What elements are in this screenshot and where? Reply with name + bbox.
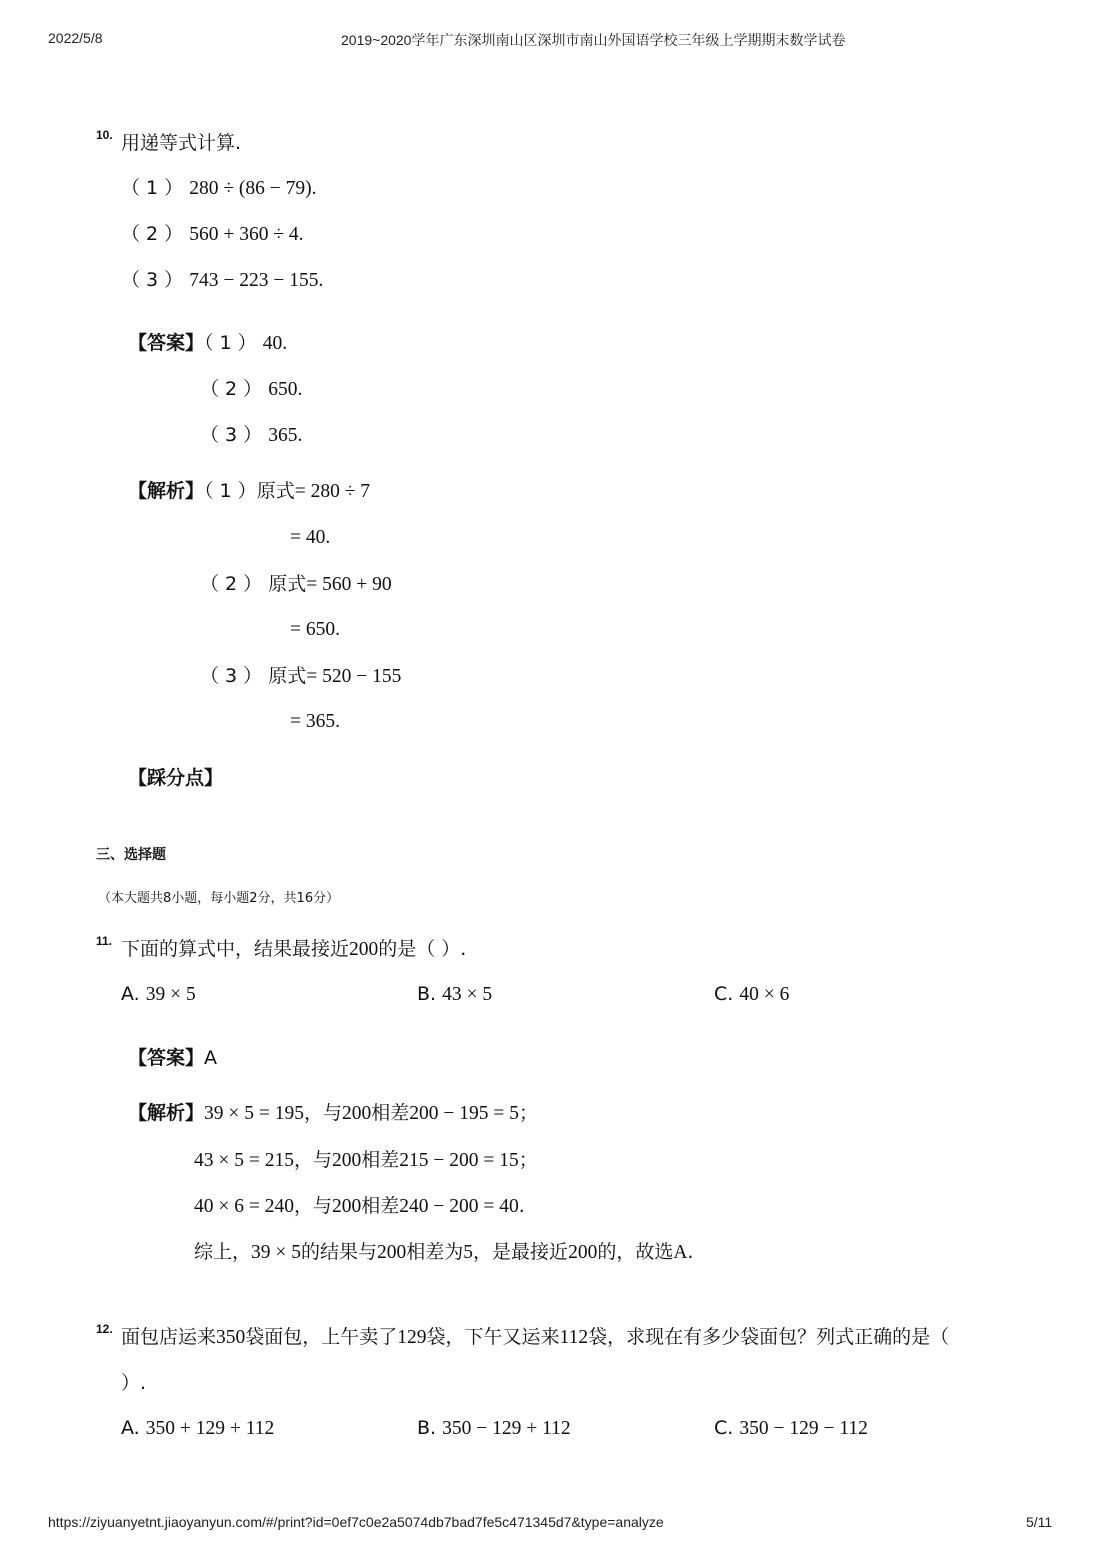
- stem-number: 129: [397, 1327, 427, 1348]
- analysis-text: 相差为: [406, 1241, 464, 1263]
- answer-line: [128, 331, 287, 356]
- answer-value: 650.: [268, 379, 303, 400]
- answer-label: （ 3 ）: [200, 424, 263, 446]
- answer-value: A: [204, 1047, 218, 1069]
- analysis-line: [194, 1194, 525, 1219]
- analysis-text: ，是最接近: [473, 1241, 569, 1263]
- page-url: https://ziyuanyetnt.jiaoyanyun.com/#/print?id=0ef7c0e2a5074db7bad7fe5c471345d7&type=analyze: [48, 1514, 664, 1530]
- analysis-tag: 【解析】: [128, 480, 205, 502]
- analysis-expression: 43 × 5 = 215: [194, 1150, 294, 1171]
- analysis-line: [200, 572, 392, 597]
- answer-label: （ 2 ）: [200, 378, 263, 400]
- question-number: 11.: [96, 934, 113, 948]
- analysis-expression: = 520 − 155: [306, 666, 402, 687]
- analysis-expression: 215 − 200 = 15: [399, 1150, 519, 1171]
- scoring-points-tag: 【踩分点】: [128, 767, 224, 789]
- option-a: [121, 982, 196, 1007]
- option-a: [121, 1416, 274, 1441]
- answer-value: 365.: [268, 425, 303, 446]
- analysis-expression: = 280 ÷ 7: [294, 481, 371, 502]
- stem-text: 袋面包，上午卖了: [245, 1326, 398, 1348]
- sub-question: [121, 222, 304, 247]
- analysis-line: [128, 1101, 538, 1126]
- page-number: 5/11: [1026, 1514, 1053, 1530]
- answer-value: 40.: [262, 333, 288, 354]
- answer-tag: 【答案】: [128, 332, 205, 354]
- option-expression: 350 + 129 + 112: [145, 1418, 275, 1439]
- analysis-text: 原式: [268, 665, 307, 687]
- sub-question-expression: 560 + 360 ÷ 4.: [189, 224, 304, 245]
- option-letter: B.: [417, 1417, 437, 1439]
- stem-text: 袋，下午又运来: [426, 1326, 560, 1348]
- document-title: 2019~2020学年广东深圳南山区深圳市南山外国语学校三年级上学期期末数学试卷: [341, 32, 846, 48]
- option-c: [714, 982, 789, 1007]
- analysis-text: 的，故选: [597, 1241, 674, 1263]
- option-letter: C.: [714, 983, 734, 1005]
- sub-question-expression: 280 ÷ (86 − 79).: [189, 178, 317, 199]
- analysis-letter: A: [673, 1242, 688, 1263]
- stem-number: 350: [216, 1327, 246, 1348]
- question-number: 10.: [96, 128, 113, 142]
- stem-text: 面包店运来: [121, 1326, 217, 1348]
- analysis-text: ，与: [294, 1195, 333, 1217]
- answer-line: [200, 377, 302, 402]
- stem-text: 下面的算式中，结果最接近: [121, 938, 350, 960]
- analysis-text: ，与: [294, 1149, 333, 1171]
- analysis-label: （ 3 ）: [200, 665, 263, 687]
- sub-question-label: （ 3 ）: [121, 269, 184, 291]
- option-b: [417, 1416, 571, 1441]
- analysis-expression: 240 − 200 = 40: [399, 1196, 519, 1217]
- sub-question-expression: 743 − 223 − 155.: [189, 270, 324, 291]
- print-date: 2022/5/8: [48, 30, 103, 46]
- analysis-line: [128, 479, 370, 504]
- analysis-line: [200, 664, 401, 689]
- analysis-line: = 365.: [290, 711, 340, 732]
- analysis-text: 原式: [256, 480, 295, 502]
- option-expression: 39 × 5: [145, 984, 196, 1005]
- analysis-text: 综上，: [194, 1241, 252, 1263]
- analysis-text: 原式: [268, 573, 307, 595]
- analysis-number: 5: [463, 1242, 474, 1263]
- answer-label: （ 1 ）: [204, 332, 257, 354]
- analysis-expression: 40 × 6 = 240: [194, 1196, 294, 1217]
- analysis-text: .: [687, 1241, 694, 1263]
- option-letter: B.: [417, 983, 437, 1005]
- sub-question: [121, 268, 323, 293]
- analysis-number: 200: [332, 1150, 362, 1171]
- sub-question-label: （ 2 ）: [121, 223, 184, 245]
- analysis-text: ，与: [304, 1102, 343, 1124]
- question-stem: [121, 1325, 949, 1350]
- analysis-expression: = 560 + 90: [306, 574, 392, 595]
- analysis-line: = 40.: [290, 527, 331, 548]
- question-number: 12.: [96, 1322, 113, 1336]
- answer-line: [200, 423, 302, 448]
- analysis-label: （ 1 ）: [204, 480, 257, 502]
- analysis-text: ；: [519, 1102, 539, 1124]
- question-stem: 用递等式计算.: [121, 132, 242, 154]
- analysis-text: ；: [518, 1149, 538, 1171]
- analysis-line: [194, 1148, 538, 1173]
- stem-text: 袋，求现在有多少袋面包？列式正确的是（: [588, 1326, 950, 1348]
- analysis-number: 200: [568, 1242, 598, 1263]
- analysis-label: （ 2 ）: [200, 573, 263, 595]
- analysis-expression: 200 − 195 = 5: [409, 1103, 520, 1124]
- answer-line: [128, 1046, 217, 1070]
- analysis-text: 的结果与: [301, 1241, 378, 1263]
- analysis-text: 相差: [361, 1149, 400, 1171]
- option-letter: A.: [121, 1417, 140, 1439]
- analysis-text: .: [518, 1195, 525, 1217]
- analysis-expression: 39 × 5: [251, 1242, 302, 1263]
- option-expression: 43 × 5: [442, 984, 493, 1005]
- analysis-expression: 39 × 5 = 195: [204, 1103, 305, 1124]
- analysis-number: 200: [377, 1242, 407, 1263]
- analysis-number: 200: [332, 1196, 362, 1217]
- option-letter: C.: [714, 1417, 734, 1439]
- stem-number: 200: [349, 939, 379, 960]
- sub-question: [121, 176, 317, 201]
- section-title: 三、选择题: [96, 847, 166, 863]
- question-stem-continued: ）.: [121, 1372, 147, 1394]
- analysis-text: 相差: [361, 1195, 400, 1217]
- option-letter: A.: [121, 983, 140, 1005]
- analysis-summary: [194, 1240, 693, 1265]
- analysis-number: 200: [342, 1103, 372, 1124]
- sub-question-label: （ 1 ）: [121, 177, 184, 199]
- option-expression: 40 × 6: [739, 984, 790, 1005]
- analysis-line: = 650.: [290, 619, 340, 640]
- stem-text: 的是（ ）.: [378, 938, 467, 960]
- question-stem: [121, 937, 466, 962]
- stem-number: 112: [559, 1327, 589, 1348]
- analysis-tag: 【解析】: [128, 1102, 205, 1124]
- option-b: [417, 982, 492, 1007]
- option-expression: 350 − 129 − 112: [739, 1418, 868, 1439]
- option-expression: 350 − 129 + 112: [442, 1418, 571, 1439]
- answer-tag: 【答案】: [128, 1047, 205, 1069]
- section-note: （本大题共8小题，每小题2分，共16分）: [98, 891, 340, 906]
- option-c: [714, 1416, 868, 1441]
- analysis-text: 相差: [371, 1102, 410, 1124]
